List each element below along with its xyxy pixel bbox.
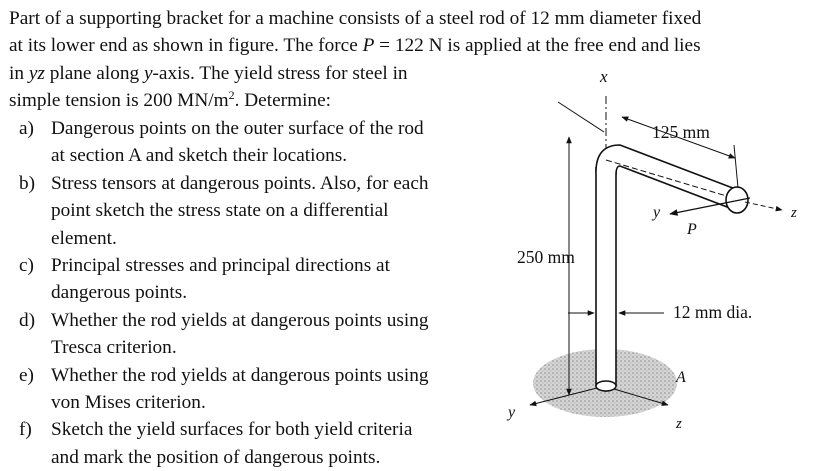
rod-arm	[596, 145, 738, 210]
statement-line-1: Part of a supporting bracket for a machine consists of a steel rod of 12 mm diameter fixed	[9, 8, 702, 29]
statement-line-3: in yz plane along y-axis. The yield stress for steel in	[9, 63, 408, 84]
task-item-e: e) Whether the rod yields at dangerous points using von Mises criterion.	[9, 362, 429, 417]
x-axis-label: x	[600, 67, 608, 86]
dim-250-label: 250 mm	[517, 247, 575, 267]
task-label: f)	[19, 419, 32, 441]
rod-vertical	[596, 168, 616, 386]
statement-line-2: at its lower end as shown in figure. The force P = 122 N is applied at the free end and lies	[9, 35, 701, 57]
task-label: d)	[19, 309, 36, 331]
dim-125-extension-left	[558, 102, 604, 132]
task-label: a)	[19, 118, 34, 139]
task-item-b: b) Stress tensors at dangerous points. Also, for each point sketch the stress state on a differential element.	[9, 170, 429, 252]
dim-125-label: 125 mm	[652, 122, 710, 142]
diameter-label: 12 mm dia.	[673, 302, 753, 322]
task-item-d: d) Whether the rod yields at dangerous points using Tresca criterion.	[9, 307, 429, 362]
task-item-c: c) Principal stresses and principal directions at dangerous points.	[9, 252, 429, 307]
section-label: A	[676, 369, 686, 386]
y-axis-label-lower: y	[508, 404, 516, 421]
task-item-f: f) Sketch the yield surfaces for both yield criteria and mark the position of dangerous points.	[9, 416, 429, 471]
task-label: e)	[19, 364, 34, 386]
z-axis-label-upper: z	[791, 205, 797, 221]
z-axis-label-lower: z	[676, 416, 682, 432]
statement-line-4: simple tension is 200 $MN/m^2$. Determine:	[9, 88, 331, 112]
force-label: P	[687, 221, 697, 238]
task-item-a: a) Dangerous points on the outer surface of the rod at section A and sketch their locations.	[9, 115, 429, 170]
rod-base	[596, 381, 616, 391]
dim-125-extension-right	[734, 145, 738, 188]
y-axis-label-upper: y	[653, 204, 661, 221]
task-label: b)	[19, 172, 36, 194]
task-label: c)	[19, 255, 34, 277]
z-axis-upper	[745, 202, 782, 210]
